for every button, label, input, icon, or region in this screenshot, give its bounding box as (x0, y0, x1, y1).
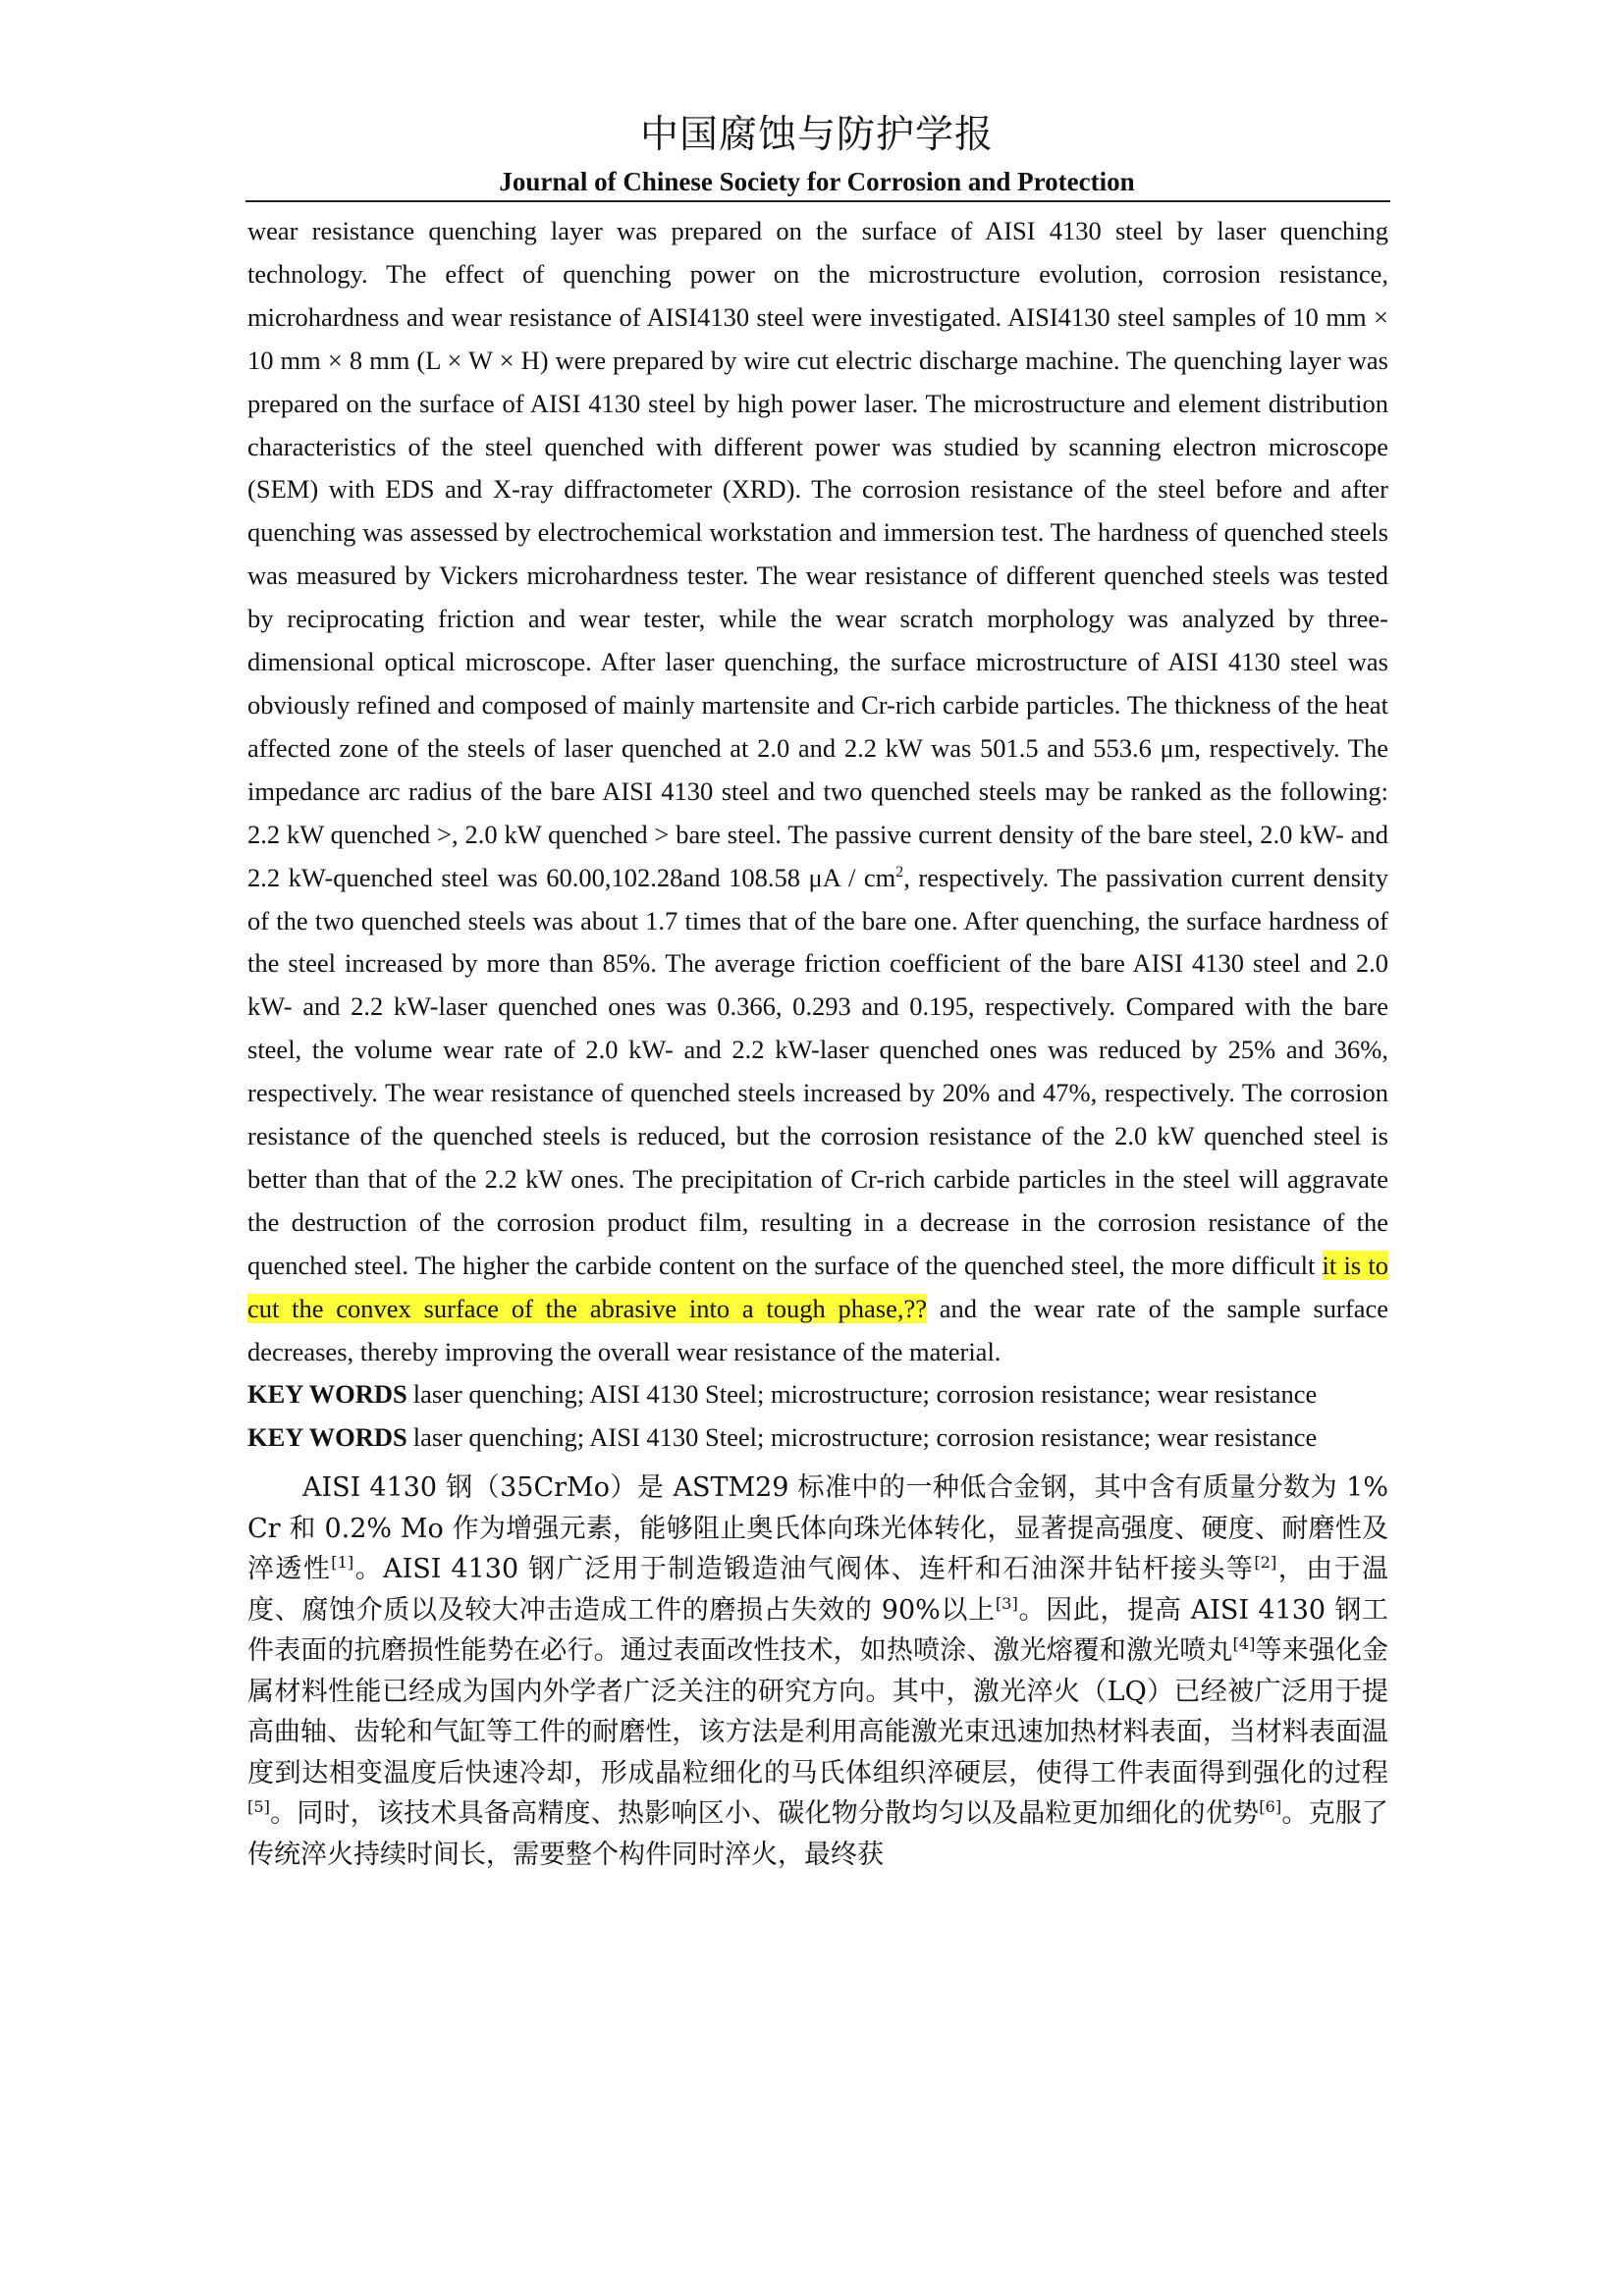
keywords-line-1 (247, 1373, 1388, 1416)
intro-sentence: AISI 4130 钢（35CrMo）是 ASTM29 标准中的一种低合金钢，其中含有质量分数为 1% Cr 和 0.2% Mo 作为增强元素，能够阻止奥氏体向珠光体转化，显著提高强度、硬度、耐磨性及淬透性 (247, 1472, 1388, 1585)
keywords-text: laser quenching; AISI 4130 Steel; microstructure; corrosion resistance; wear resistance (412, 1422, 1318, 1453)
intro-sentence: 。因此，提高 AISI 4130 钢工件表面的抗磨损性能势在必行。通过表面改性技术，如热喷涂、激光熔覆和激光喷丸 (247, 1594, 1388, 1667)
citation-ref-1[interactable]: [1] (331, 1553, 354, 1573)
introduction-paragraph (247, 1468, 1388, 1875)
running-header (245, 110, 1388, 198)
citation-ref-3[interactable]: [3] (995, 1593, 1018, 1613)
keywords-text: laser quenching; AISI 4130 Steel; microstructure; corrosion resistance; wear resistance (412, 1379, 1318, 1410)
journal-title-english: Journal of Chinese Society for Corrosion and Protection (499, 167, 1135, 196)
keywords-label: KEY WORDS (247, 1379, 407, 1410)
abstract-text-main: wear resistance quenching layer was prepared on the surface of AISI 4130 steel by laser quenching technology. The effect of quenching power on the microstructure evolution, corrosion resistance, microhardness and wear resistance of AISI4130 steel were investigated. AISI4130 steel samples of 10 mm × 10 mm × 8 mm (L × W × H) were prepared by wire cut electric discharge machine. The quenching layer was prepared on the surface of AISI 4130 steel by high power laser. The microstructure and element distribution characteristics of the steel quenched with different power was studied by scanning electron microscope (SEM) with EDS and X-ray diffractometer (XRD). The corrosion resistance of the steel before and after quenching was assessed by electrochemical workstation and immersion test. The hardness of quenched steels was measured by Vickers microhardness tester. The wear resistance of different quenched steels was tested by reciprocating friction and wear tester, while the wear scratch morphology was analyzed by three-dimensional optical microscope. After laser quenching, the surface microstructure of AISI 4130 steel was obviously refined and composed of mainly martensite and Cr-rich carbide particles. The thickness of the heat affected zone of the steels of laser quenched at 2.0 and 2.2 kW was 501.5 and 553.6 μm, respectively. The impedance arc radius of the bare AISI 4130 steel and two quenched steels may be ranked as the following: 2.2 kW quenched >, 2.0 kW quenched > bare steel. The passive current density of the bare steel, 2.0 kW- and 2.2 kW-quenched steel was 60.00,102.28and 108.58 μA / cm (247, 216, 1388, 892)
intro-sentence: 。克服了传统淬火持续时间长，需要整个构件同时淬火，最终获 (247, 1798, 1389, 1870)
abstract-paragraph (247, 210, 1388, 1373)
keywords-label: KEY WORDS (247, 1422, 407, 1453)
journal-title-chinese: 中国腐蚀与防护学报 (639, 113, 994, 157)
citation-ref-5[interactable]: [5] (247, 1797, 270, 1817)
intro-sentence: 。同时，该技术具备高精度、热影响区小、碳化物分散均匀以及晶粒更加细化的优势 (269, 1798, 1260, 1830)
citation-ref-4[interactable]: [4] (1232, 1634, 1256, 1654)
intro-sentence: ，由于温度、腐蚀介质以及较大冲击造成工件的磨损占失效的 90%以上 (247, 1554, 1389, 1626)
intro-sentence: 。AISI 4130 钢广泛用于制造锻造油气阀体、连杆和石油深井钻杆接头等 (353, 1554, 1255, 1585)
abstract-text-after-sup: , respectively. The passivation current density of the two quenched steels was about 1.7 times that of the bare one. After quenching, the surface hardness of the steel increased by more than 85%. The average friction coefficient of the bare AISI 4130 steel and 2.0 kW- and 2.2 kW-laser quenched ones was 0.366, 0.293 and 0.195, respectively. Compared with the bare steel, the volume wear rate of 2.0 kW- and 2.2 kW-laser quenched ones was reduced by 25% and 36%, respectively. The wear resistance of quenched steels increased by 20% and 47%, respectively. The corrosion resistance of the quenched steels is reduced, but the corrosion resistance of the 2.0 kW quenched steel is better than that of the 2.2 kW ones. The precipitation of Cr-rich carbide particles in the steel will aggravate the destruction of the corrosion product film, resulting in a decrease in the corrosion resistance of the quenched steel. The higher the carbide content on the surface of the quenched steel, the more difficult (247, 862, 1388, 1280)
highlighted-text[interactable]: it is to cut the convex surface of the abrasive into a tough phase,?? (247, 1250, 1388, 1323)
keywords-line-2 (247, 1416, 1388, 1460)
intro-sentence: 等来强化金属材料性能已经成为国内外学者广泛关注的研究方向。其中，激光淬火（LQ）已经被广泛用于提高曲轴、齿轮和气缸等工件的耐磨性，该方法是利用高能激光束迅速加热材料表面，当材料表面温度到达相变温度后快速冷却，形成晶粒细化的马氏体组织淬硬层，使得工件表面得到强化的过程 (247, 1635, 1389, 1789)
citation-ref-6[interactable]: [6] (1259, 1797, 1282, 1817)
header-divider (245, 200, 1390, 202)
citation-ref-2[interactable]: [2] (1254, 1553, 1277, 1573)
abstract-text-end: and the wear rate of the sample surface decreases, thereby improving the overall wear resistance of the material. (247, 1293, 1388, 1366)
page-body (247, 210, 1388, 1875)
superscript-2: 2 (895, 863, 904, 881)
